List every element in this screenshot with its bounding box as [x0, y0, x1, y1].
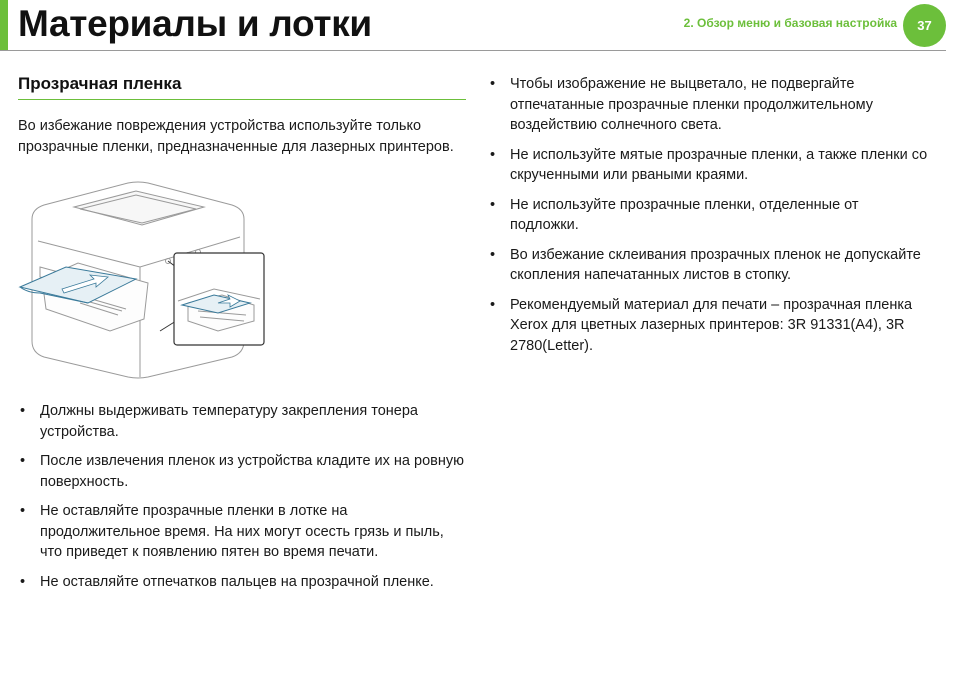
- list-item: • Должны выдерживать температуру закрепления тонера устройства.: [18, 401, 466, 442]
- left-bullet-list: [18, 401, 466, 592]
- section-heading: Прозрачная пленка: [18, 74, 466, 100]
- list-item: • Рекомендуемый материал для печати – прозрачная пленка Xerox для цветных лазерных принтеров: 3R 91331(A4), 3R 2780(Letter).: [488, 295, 928, 357]
- page-title: Материалы и лотки: [18, 3, 372, 44]
- list-item: • Чтобы изображение не выцветало, не подвергайте отпечатанные прозрачные пленки продолжительному воздействию солнечного света.: [488, 74, 928, 136]
- list-item: • Во избежание склеивания прозрачных пленок не допускайте скопления напечатанных листов в стопку.: [488, 245, 928, 286]
- chapter-label: 2. Обзор меню и базовая настройка: [683, 16, 897, 30]
- header-divider: [0, 50, 946, 51]
- page-number-badge: 37: [903, 4, 946, 47]
- header-accent-bar: [0, 0, 8, 50]
- left-column: [18, 74, 466, 601]
- list-item: • Не оставляйте прозрачные пленки в лотке на продолжительное время. На них могут осесть грязь и пыль, что приведет к появлению пятен во время печати.: [18, 501, 466, 563]
- list-item: • Не оставляйте отпечатков пальцев на прозрачной пленке.: [18, 572, 466, 593]
- right-bullet-list: [488, 74, 928, 356]
- printer-transparency-illustration: [18, 171, 270, 391]
- list-item: • Не используйте мятые прозрачные пленки, а также пленки со скрученными или рваными краями.: [488, 145, 928, 186]
- list-item: • Не используйте прозрачные пленки, отделенные от подложки.: [488, 195, 928, 236]
- list-item: • После извлечения пленок из устройства кладите их на ровную поверхность.: [18, 451, 466, 492]
- right-column: [488, 74, 928, 365]
- intro-paragraph: Во избежание повреждения устройства используйте только прозрачные пленки, предназначенные для лазерных принтеров.: [18, 118, 454, 155]
